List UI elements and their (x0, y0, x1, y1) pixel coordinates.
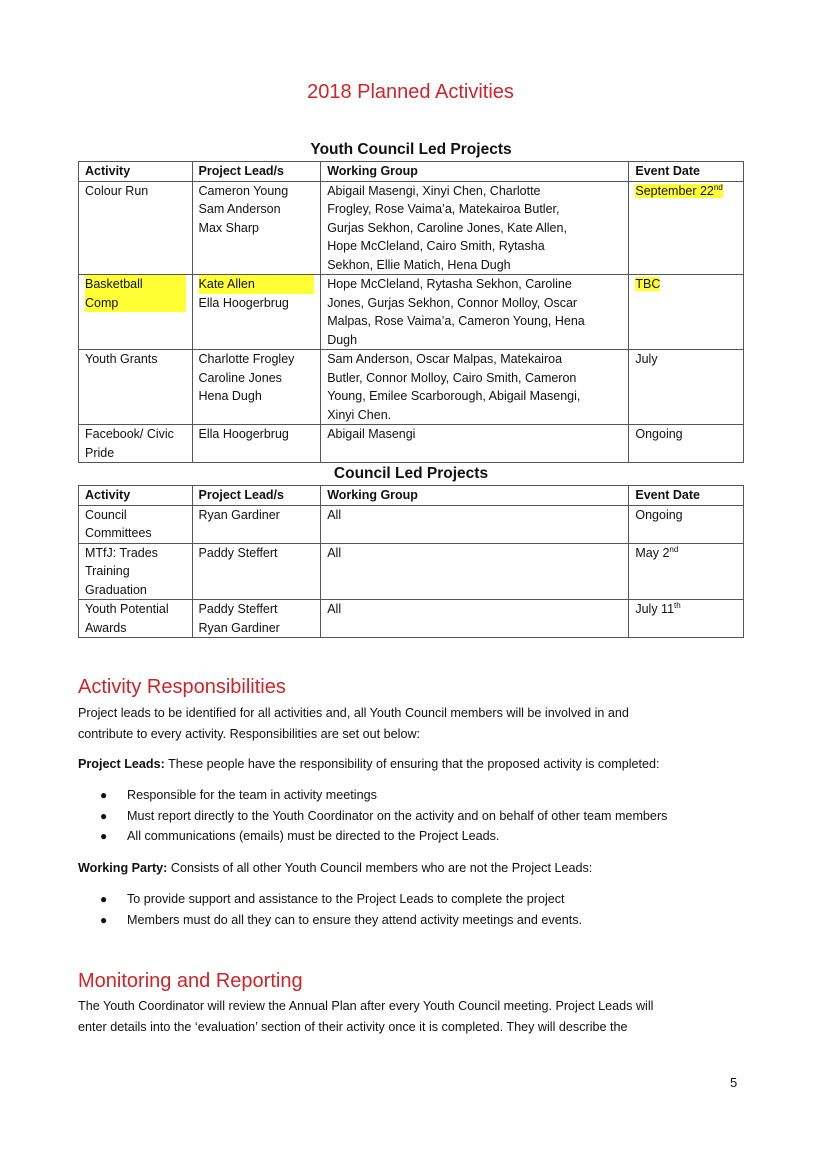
header-event-date: Event Date (629, 162, 744, 182)
cell-line: Xinyi Chen. (327, 407, 392, 422)
cell-line: Ella Hoogerbrug (198, 427, 289, 441)
monitoring-paragraph (78, 996, 748, 1037)
table-header-row (79, 486, 744, 506)
header-project-leads: Project Lead/s (192, 162, 321, 182)
list-item (78, 806, 758, 827)
activity-cell (79, 181, 193, 275)
event-date: Ongoing (635, 427, 683, 441)
cell-line: Hena Dugh (198, 389, 262, 403)
cell-line: Sekhon, Ellie Matich, Hena Dugh (327, 257, 511, 272)
council-table-caption: Council Led Projects (333, 465, 489, 482)
intro-line: Project leads to be identified for all activities and, all Youth Council members will be involved in and (78, 706, 629, 720)
event-date: Ongoing (635, 507, 683, 522)
header-working-group: Working Group (321, 162, 629, 182)
working-group-cell (321, 275, 629, 350)
list-item (78, 889, 758, 910)
bullet-icon: ● (100, 892, 108, 906)
header-event-date: Event Date (629, 486, 744, 506)
table-row (79, 425, 744, 463)
event-date-cell (629, 350, 744, 425)
cell-line: Pride (85, 445, 115, 460)
project-leads-paragraph (78, 754, 748, 775)
cell-line: Ryan Gardiner (198, 620, 280, 635)
activity-cell (79, 505, 193, 543)
header-working-group: Working Group (321, 486, 629, 506)
cell-line: Malpas, Rose Vaima’a, Cameron Young, Hena (327, 314, 585, 328)
activity-cell (79, 425, 193, 463)
council-projects-table (78, 485, 744, 638)
activity-cell (79, 350, 193, 425)
cell-line: All (327, 545, 342, 560)
cell-line: All (327, 602, 342, 616)
cell-line: All (327, 507, 342, 522)
cell-line: Training (85, 564, 130, 578)
cell-line: Jones, Gurjas Sekhon, Connor Molloy, Oscar (327, 295, 578, 310)
cell-line: Sam Anderson (198, 202, 281, 216)
cell-line: Youth Grants (85, 352, 158, 366)
project-leads-cell (192, 350, 321, 425)
working-party-paragraph (78, 858, 748, 879)
cell-line: Frogley, Rose Vaima’a, Matekairoa Butler, (327, 202, 560, 216)
header-project-leads: Project Lead/s (192, 486, 321, 506)
project-leads-cell (192, 275, 321, 350)
cell-line: Cameron Young (198, 183, 289, 198)
event-date: July (635, 352, 658, 366)
cell-line: Butler, Connor Molloy, Cairo Smith, Cameron (327, 370, 577, 385)
list-item (78, 785, 758, 806)
cell-line: Young, Emilee Scarborough, Abigail Masengi, (327, 389, 581, 403)
cell-line: Awards (85, 620, 127, 635)
working-party-bullets (78, 889, 758, 930)
event-date-cell (629, 600, 744, 638)
cell-line: Paddy Steffert (198, 602, 278, 616)
bullet-text: Responsible for the team in activity meetings (127, 788, 377, 802)
event-date: TBC (635, 277, 661, 291)
event-date-cell (629, 505, 744, 543)
table-header-row (79, 162, 744, 182)
list-item (78, 826, 758, 847)
event-date-cell (629, 425, 744, 463)
event-date: May 2 (635, 545, 670, 560)
date-ordinal: nd (669, 544, 679, 554)
project-leads-cell (192, 181, 321, 275)
bullet-icon: ● (100, 912, 108, 927)
cell-line: Caroline Jones (198, 370, 282, 385)
bullet-icon: ● (100, 829, 108, 843)
project-leads-text: These people have the responsibility of ensuring that the proposed activity is completed: (164, 757, 660, 771)
activity-cell (79, 275, 193, 350)
cell-line: Youth Potential (85, 602, 169, 616)
header-activity: Activity (79, 162, 193, 182)
date-ordinal: nd (713, 182, 723, 192)
project-leads-cell (192, 600, 321, 638)
monitoring-line: The Youth Coordinator will review the Annual Plan after every Youth Council meeting. Project Leads will (78, 999, 654, 1013)
project-leads-cell (192, 543, 321, 600)
cell-line: Sam Anderson, Oscar Malpas, Matekairoa (327, 352, 563, 366)
table-row (79, 350, 744, 425)
responsibilities-heading: Activity Responsibilities (78, 676, 286, 698)
project-leads-bullets (78, 785, 758, 847)
table-row (79, 181, 744, 275)
event-date-cell (629, 181, 744, 275)
cell-line: Gurjas Sekhon, Caroline Jones, Kate Allen, (327, 220, 567, 235)
cell-line: Graduation (85, 582, 147, 597)
project-leads-cell (192, 425, 321, 463)
page-title: 2018 Planned Activities (307, 81, 514, 103)
responsibilities-intro (78, 703, 748, 744)
working-group-cell (321, 600, 629, 638)
youth-table-caption: Youth Council Led Projects (310, 141, 512, 158)
table-row (79, 275, 744, 350)
bullet-text: All communications (emails) must be directed to the Project Leads. (127, 829, 500, 843)
table-row (79, 543, 744, 600)
page-number: 5 (730, 1075, 738, 1090)
bullet-text: Must report directly to the Youth Coordinator on the activity and on behalf of other team members (127, 808, 668, 823)
event-date: July 11 (635, 602, 675, 616)
cell-line: Hope McCleland, Rytasha Sekhon, Caroline (327, 277, 572, 291)
bullet-text: Members must do all they can to ensure they attend activity meetings and events. (127, 912, 583, 927)
list-item (78, 910, 758, 931)
cell-line: Abigail Masengi (327, 427, 416, 441)
project-leads-label: Project Leads: (78, 757, 165, 771)
cell-line: Council (85, 507, 127, 522)
bullet-icon: ● (100, 788, 108, 802)
event-date: September 22 (635, 183, 714, 198)
intro-line: contribute to every activity. Responsibilities are set out below: (78, 726, 421, 741)
working-group-cell (321, 181, 629, 275)
working-party-text: Consists of all other Youth Council members who are not the Project Leads: (167, 861, 593, 875)
monitoring-heading: Monitoring and Reporting (78, 970, 303, 992)
table-row (79, 505, 744, 543)
cell-line: Kate Allen (199, 275, 315, 294)
cell-line: Ella Hoogerbrug (198, 295, 289, 310)
cell-line: Abigail Masengi, Xinyi Chen, Charlotte (327, 183, 541, 198)
project-leads-cell (192, 505, 321, 543)
header-activity: Activity (79, 486, 193, 506)
working-group-cell (321, 543, 629, 600)
event-date-cell (629, 543, 744, 600)
activity-cell (79, 600, 193, 638)
cell-line: Facebook/ Civic (85, 427, 174, 441)
bullet-icon: ● (100, 808, 108, 823)
cell-line: Paddy Steffert (198, 545, 278, 560)
youth-projects-table (78, 161, 744, 463)
event-date-cell (629, 275, 744, 350)
cell-line: Dugh (327, 332, 358, 347)
working-party-label: Working Party: (78, 861, 168, 875)
cell-line: Hope McCleland, Cairo Smith, Rytasha (327, 239, 545, 253)
table-row (79, 600, 744, 638)
activity-cell (79, 543, 193, 600)
working-group-cell (321, 425, 629, 463)
cell-line: Comp (85, 294, 186, 313)
date-ordinal: th (674, 600, 681, 610)
cell-line: Colour Run (85, 183, 149, 198)
cell-line: Committees (85, 526, 152, 540)
working-group-cell (321, 505, 629, 543)
cell-line: Charlotte Frogley (198, 352, 295, 366)
cell-line: MTfJ: Trades (85, 545, 158, 560)
cell-line: Basketball (85, 275, 186, 294)
cell-line: Max Sharp (198, 220, 259, 235)
bullet-text: To provide support and assistance to the Project Leads to complete the project (127, 892, 565, 906)
cell-line: Ryan Gardiner (198, 507, 280, 522)
working-group-cell (321, 350, 629, 425)
monitoring-line: enter details into the ‘evaluation’ section of their activity once it is completed. They will describe the (78, 1019, 628, 1034)
